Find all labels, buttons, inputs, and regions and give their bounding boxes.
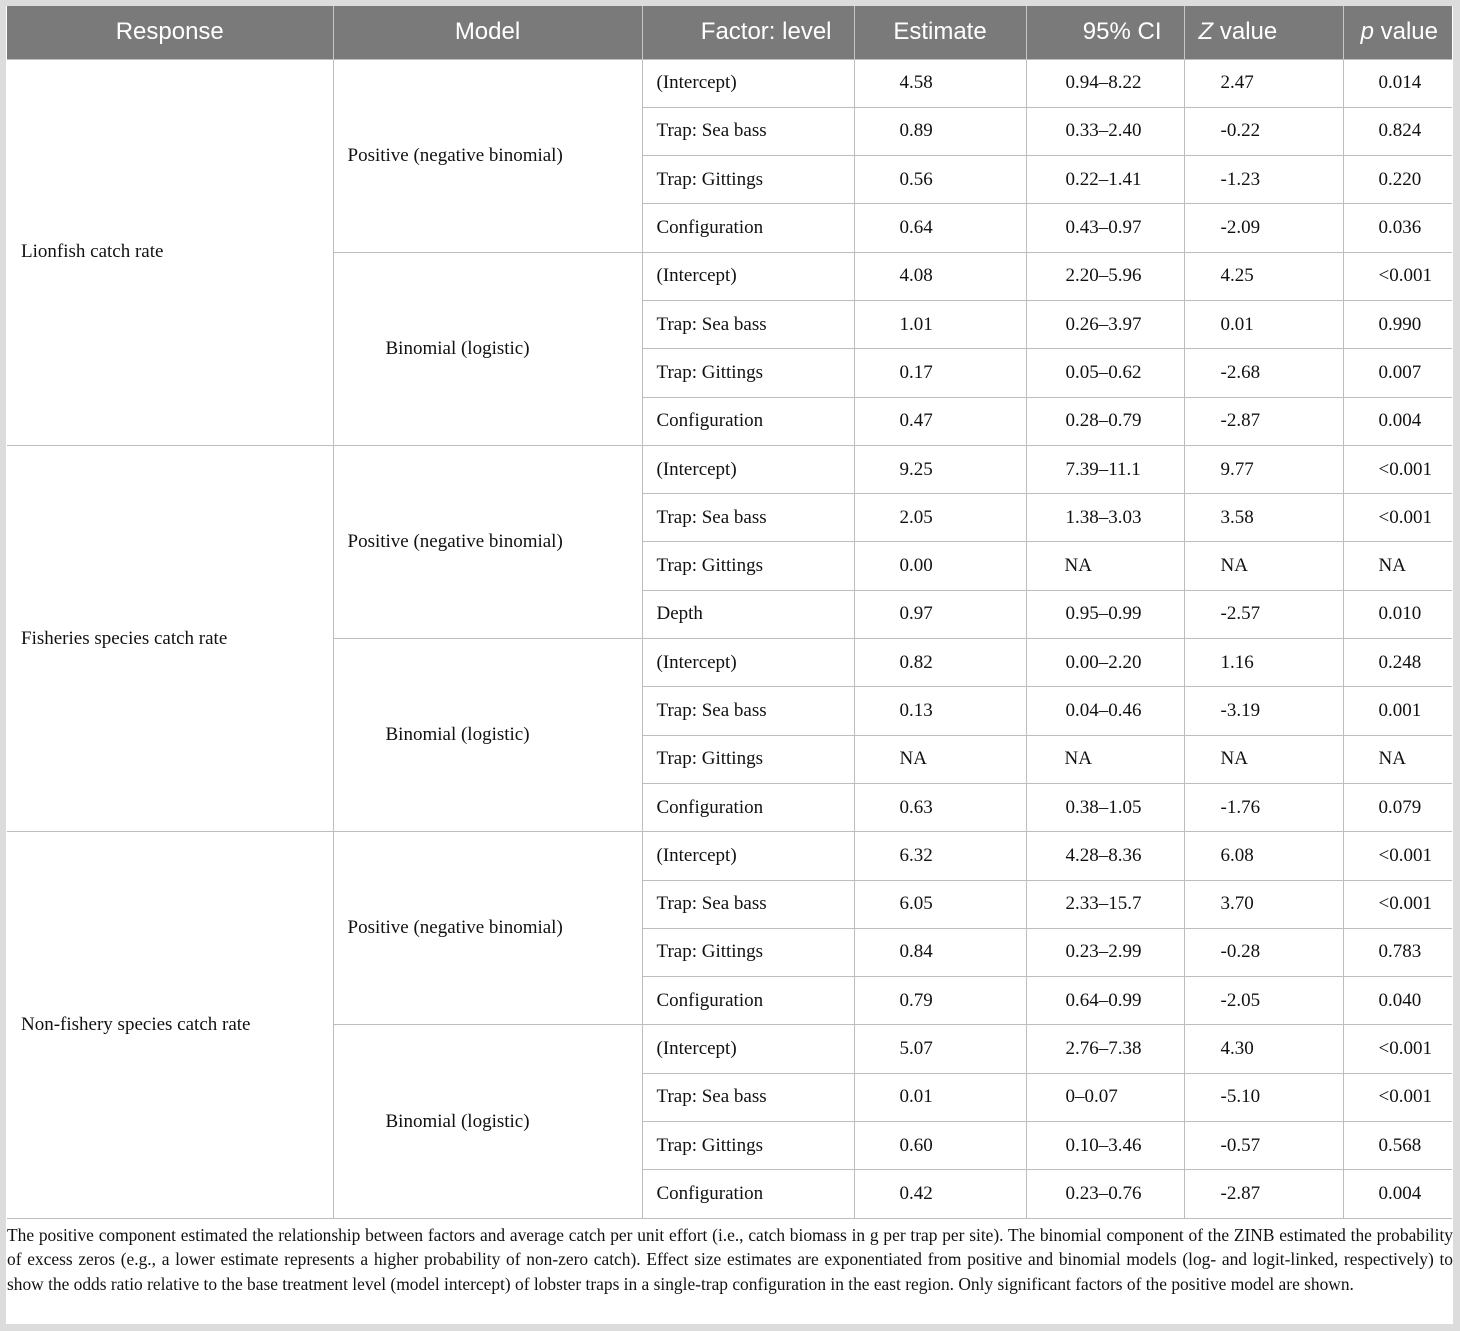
estimate-cell: 0.42: [854, 1170, 1026, 1218]
p-value-cell: 0.079: [1343, 783, 1452, 831]
factor-cell: Trap: Gittings: [642, 1122, 854, 1170]
z-value-cell: 6.08: [1184, 832, 1343, 880]
estimate-cell: 0.82: [854, 639, 1026, 687]
p-value-cell: 0.783: [1343, 928, 1452, 976]
estimate-cell: 2.05: [854, 494, 1026, 542]
z-value-cell: -0.57: [1184, 1122, 1343, 1170]
z-value-cell: -2.87: [1184, 1170, 1343, 1218]
response-cell: Fisheries species catch rate: [7, 445, 333, 831]
results-table: [7, 6, 1452, 1219]
estimate-cell: 4.08: [854, 252, 1026, 300]
z-value-cell: -1.23: [1184, 156, 1343, 204]
z-value-cell: 9.77: [1184, 445, 1343, 493]
ci-cell: 2.33–15.7: [1026, 880, 1184, 928]
ci-cell: 0.43–0.97: [1026, 204, 1184, 252]
estimate-cell: 0.17: [854, 349, 1026, 397]
factor-cell: Trap: Gittings: [642, 928, 854, 976]
z-value-cell: 0.01: [1184, 300, 1343, 348]
ci-cell: NA: [1026, 542, 1184, 590]
z-value-cell: NA: [1184, 542, 1343, 590]
p-value-cell: 0.248: [1343, 639, 1452, 687]
z-value-cell: -3.19: [1184, 687, 1343, 735]
factor-cell: Configuration: [642, 1170, 854, 1218]
p-value-cell: 0.004: [1343, 1170, 1452, 1218]
factor-cell: Trap: Sea bass: [642, 1073, 854, 1121]
p-value-cell: 0.010: [1343, 590, 1452, 638]
z-value-cell: -0.28: [1184, 928, 1343, 976]
factor-cell: Configuration: [642, 397, 854, 445]
header-p-label: value: [1373, 18, 1438, 46]
ci-cell: 0.33–2.40: [1026, 107, 1184, 155]
z-value-cell: 4.25: [1184, 252, 1343, 300]
header-z: [1184, 6, 1343, 59]
factor-cell: Trap: Gittings: [642, 735, 854, 783]
ci-cell: NA: [1026, 735, 1184, 783]
ci-cell: 0.38–1.05: [1026, 783, 1184, 831]
ci-cell: 0.28–0.79: [1026, 397, 1184, 445]
factor-cell: Trap: Sea bass: [642, 300, 854, 348]
p-value-cell: 0.036: [1343, 204, 1452, 252]
p-value-cell: 0.004: [1343, 397, 1452, 445]
z-value-cell: 4.30: [1184, 1025, 1343, 1073]
p-value-cell: 0.824: [1343, 107, 1452, 155]
estimate-cell: 0.56: [854, 156, 1026, 204]
table-row: [7, 832, 1452, 880]
factor-cell: Trap: Gittings: [642, 542, 854, 590]
ci-cell: 7.39–11.1: [1026, 445, 1184, 493]
p-value-cell: <0.001: [1343, 445, 1452, 493]
p-value-cell: NA: [1343, 735, 1452, 783]
header-z-symbol: Z: [1198, 18, 1214, 46]
z-value-cell: 1.16: [1184, 639, 1343, 687]
estimate-cell: 6.05: [854, 880, 1026, 928]
ci-cell: 0.26–3.97: [1026, 300, 1184, 348]
z-value-cell: -2.05: [1184, 977, 1343, 1025]
p-value-cell: <0.001: [1343, 494, 1452, 542]
ci-cell: 0.94–8.22: [1026, 59, 1184, 107]
z-value-cell: 2.47: [1184, 59, 1343, 107]
p-value-cell: 0.990: [1343, 300, 1452, 348]
estimate-cell: 0.60: [854, 1122, 1026, 1170]
p-value-cell: <0.001: [1343, 880, 1452, 928]
ci-cell: 0.64–0.99: [1026, 977, 1184, 1025]
header-response: Response: [7, 6, 333, 59]
estimate-cell: 0.47: [854, 397, 1026, 445]
factor-cell: Trap: Gittings: [642, 156, 854, 204]
factor-cell: (Intercept): [642, 252, 854, 300]
factor-cell: Trap: Gittings: [642, 349, 854, 397]
p-value-cell: 0.007: [1343, 349, 1452, 397]
estimate-cell: 6.32: [854, 832, 1026, 880]
factor-cell: (Intercept): [642, 1025, 854, 1073]
estimate-cell: NA: [854, 735, 1026, 783]
estimate-cell: 0.00: [854, 542, 1026, 590]
ci-cell: 1.38–3.03: [1026, 494, 1184, 542]
table-footnote: The positive component estimated the relationship between factors and average catch per unit effort (i.e., catch biomass in g per trap per site). The binomial component of the ZINB estimated the probability of excess zeros (e.g., a lower estimate represents a higher probability of non-zero catch). Effect size estimates are exponentiated from positive and binomial models (log- and logit-linked, respectively) to show the odds ratio relative to the base treatment level (model intercept) of lobster traps in a single-trap configuration in the east region. Only significant factors of the positive model are shown.: [7, 1225, 1453, 1294]
factor-cell: Configuration: [642, 977, 854, 1025]
model-cell: Binomial (logistic): [333, 639, 642, 832]
estimate-cell: 1.01: [854, 300, 1026, 348]
ci-cell: 2.76–7.38: [1026, 1025, 1184, 1073]
estimate-cell: 0.64: [854, 204, 1026, 252]
estimate-cell: 0.63: [854, 783, 1026, 831]
ci-cell: 0.23–2.99: [1026, 928, 1184, 976]
estimate-cell: 0.84: [854, 928, 1026, 976]
p-value-cell: 0.001: [1343, 687, 1452, 735]
response-cell: Lionfish catch rate: [7, 59, 333, 445]
factor-cell: (Intercept): [642, 445, 854, 493]
p-value-cell: 0.040: [1343, 977, 1452, 1025]
estimate-cell: 0.79: [854, 977, 1026, 1025]
z-value-cell: -2.87: [1184, 397, 1343, 445]
header-model: Model: [333, 6, 642, 59]
estimate-cell: 0.13: [854, 687, 1026, 735]
header-row: [7, 6, 1452, 59]
z-value-cell: 3.58: [1184, 494, 1343, 542]
ci-cell: 0.95–0.99: [1026, 590, 1184, 638]
model-cell: Positive (negative binomial): [333, 832, 642, 1025]
ci-cell: 0.05–0.62: [1026, 349, 1184, 397]
table-frame: [6, 6, 1453, 1324]
model-cell: Binomial (logistic): [333, 252, 642, 445]
estimate-cell: 0.89: [854, 107, 1026, 155]
header-z-label: value: [1213, 18, 1278, 46]
z-value-cell: 3.70: [1184, 880, 1343, 928]
ci-cell: 0.22–1.41: [1026, 156, 1184, 204]
estimate-cell: 9.25: [854, 445, 1026, 493]
table-body: [7, 59, 1452, 1218]
factor-cell: (Intercept): [642, 832, 854, 880]
ci-cell: 0.04–0.46: [1026, 687, 1184, 735]
p-value-cell: <0.001: [1343, 252, 1452, 300]
estimate-cell: 4.58: [854, 59, 1026, 107]
header-ci: 95% CI: [1026, 6, 1184, 59]
response-cell: Non-fishery species catch rate: [7, 832, 333, 1218]
factor-cell: Trap: Sea bass: [642, 880, 854, 928]
ci-cell: 4.28–8.36: [1026, 832, 1184, 880]
factor-cell: Configuration: [642, 783, 854, 831]
factor-cell: (Intercept): [642, 59, 854, 107]
ci-cell: 0.00–2.20: [1026, 639, 1184, 687]
z-value-cell: -1.76: [1184, 783, 1343, 831]
z-value-cell: -2.68: [1184, 349, 1343, 397]
factor-cell: (Intercept): [642, 639, 854, 687]
header-estimate: Estimate: [854, 6, 1026, 59]
factor-cell: Configuration: [642, 204, 854, 252]
p-value-cell: NA: [1343, 542, 1452, 590]
p-value-cell: <0.001: [1343, 1025, 1452, 1073]
factor-cell: Trap: Sea bass: [642, 687, 854, 735]
z-value-cell: -2.09: [1184, 204, 1343, 252]
table-row: [7, 445, 1452, 493]
header-p: [1343, 6, 1452, 59]
estimate-cell: 0.01: [854, 1073, 1026, 1121]
factor-cell: Trap: Sea bass: [642, 494, 854, 542]
z-value-cell: -0.22: [1184, 107, 1343, 155]
ci-cell: 2.20–5.96: [1026, 252, 1184, 300]
p-value-cell: 0.014: [1343, 59, 1452, 107]
p-value-cell: 0.568: [1343, 1122, 1452, 1170]
factor-cell: Trap: Sea bass: [642, 107, 854, 155]
p-value-cell: 0.220: [1343, 156, 1452, 204]
z-value-cell: NA: [1184, 735, 1343, 783]
z-value-cell: -2.57: [1184, 590, 1343, 638]
header-factor: Factor: level: [642, 6, 854, 59]
z-value-cell: -5.10: [1184, 1073, 1343, 1121]
table-row: [7, 59, 1452, 107]
ci-cell: 0.23–0.76: [1026, 1170, 1184, 1218]
factor-cell: Depth: [642, 590, 854, 638]
estimate-cell: 5.07: [854, 1025, 1026, 1073]
model-cell: Binomial (logistic): [333, 1025, 642, 1218]
ci-cell: 0.10–3.46: [1026, 1122, 1184, 1170]
model-cell: Positive (negative binomial): [333, 59, 642, 252]
p-value-cell: <0.001: [1343, 832, 1452, 880]
p-value-cell: <0.001: [1343, 1073, 1452, 1121]
model-cell: Positive (negative binomial): [333, 445, 642, 638]
ci-cell: 0–0.07: [1026, 1073, 1184, 1121]
header-p-symbol: p: [1360, 18, 1374, 46]
estimate-cell: 0.97: [854, 590, 1026, 638]
